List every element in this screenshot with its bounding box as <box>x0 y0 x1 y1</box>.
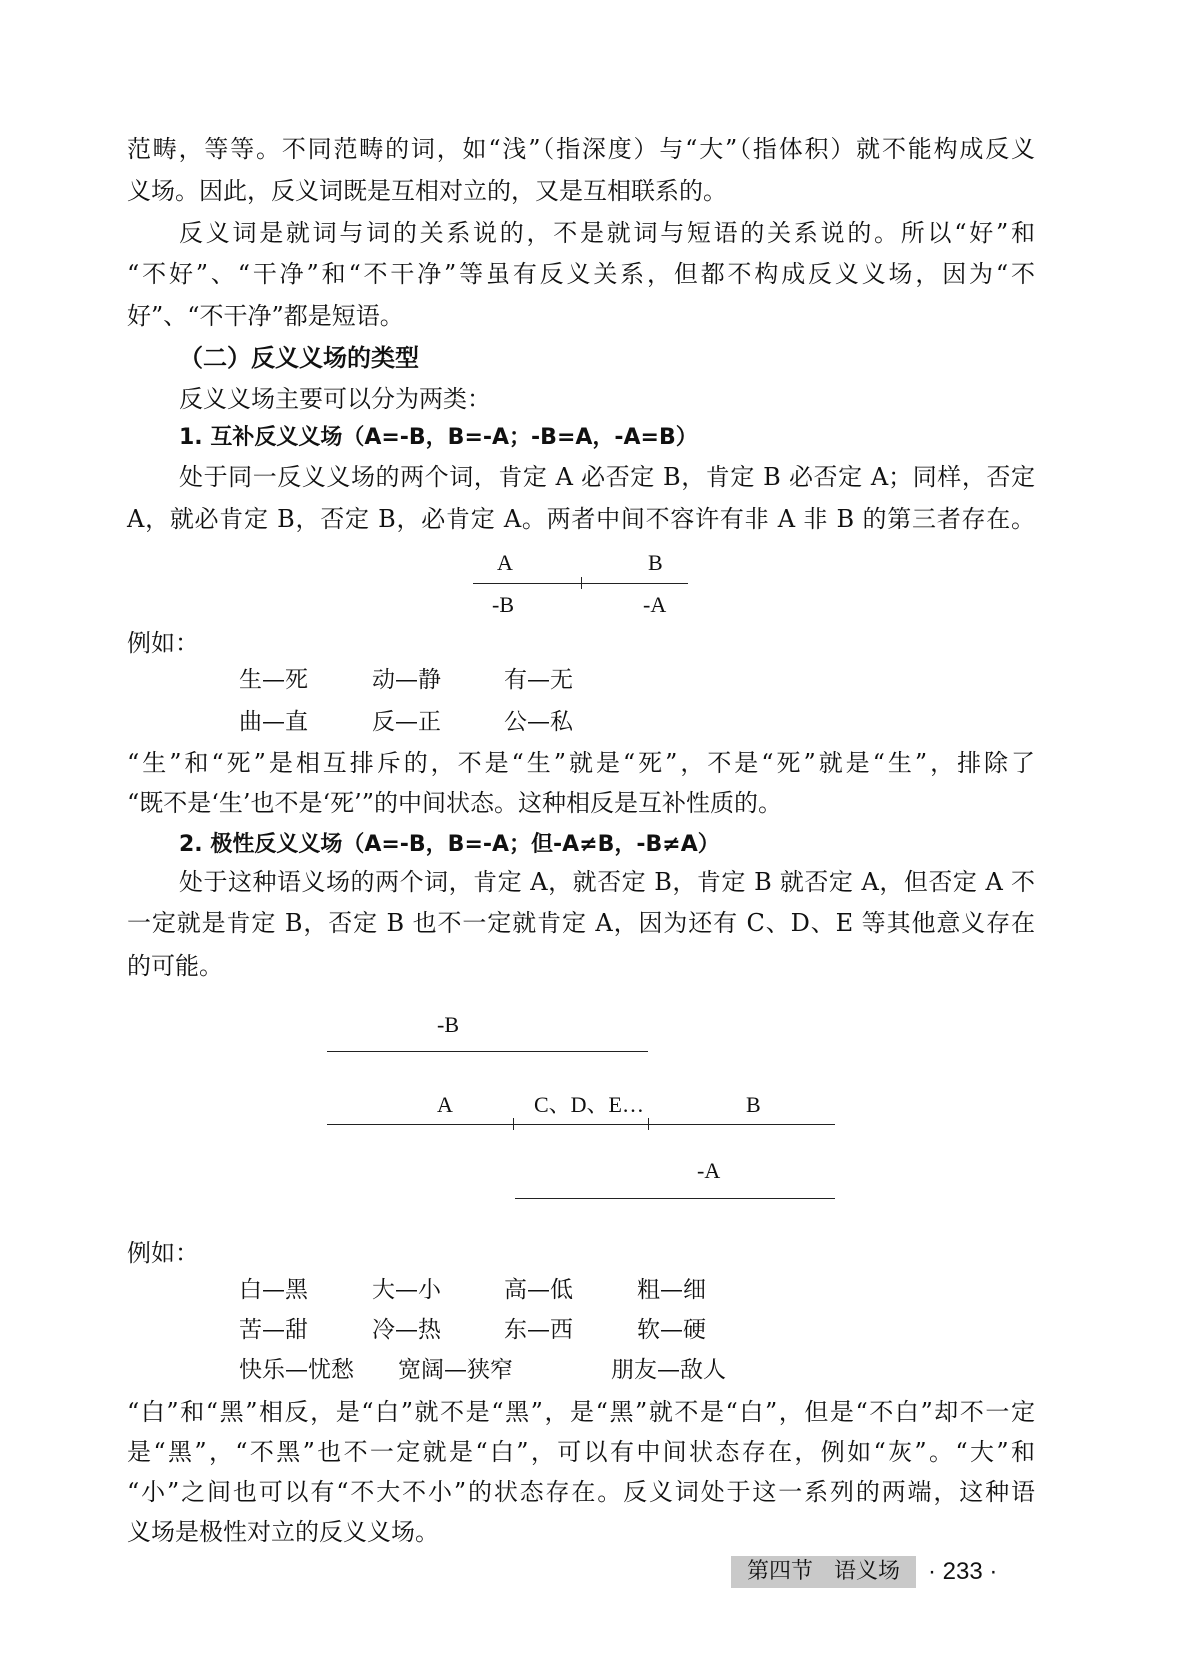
paragraph-line: A，就必肯定 B，否定 B，必肯定 A。两者中间不容许有非 A 非 B 的第三者存在。 <box>127 505 1035 533</box>
example-pair: 反—正 <box>372 709 441 735</box>
diagram-label-neg-a: -A <box>643 592 667 617</box>
paragraph-line: 一定就是肯定 B，否定 B 也不一定就肯定 A，因为还有 C、D、E 等其他意义存在 <box>127 909 1035 937</box>
example-pair: 东—西 <box>504 1317 573 1343</box>
example-pair: 软—硬 <box>637 1317 706 1343</box>
example-pair: 冷—热 <box>372 1317 441 1343</box>
paragraph-line: 处于同一反义义场的两个词，肯定 A 必否定 B，肯定 B 必否定 A；同样，否定 <box>179 463 1035 491</box>
intro-line: 反义义场主要可以分为两类： <box>179 385 491 413</box>
example-pair: 高—低 <box>504 1277 573 1303</box>
paragraph-line: “生”和“死”是相互排斥的，不是“生”就是“死”，不是“死”就是“生”，排除了 <box>127 749 1035 777</box>
example-pair: 苦—甜 <box>239 1317 308 1343</box>
diagram-label-neg-b: -B <box>437 1012 459 1037</box>
diagram-label-a: A <box>497 550 513 575</box>
paragraph-line: “既不是‘生’也不是‘死’”的中间状态。这种相反是互补性质的。 <box>127 789 783 817</box>
diagram-label-neg-a: -A <box>697 1158 721 1183</box>
diagram-line <box>327 1051 648 1052</box>
example-pair: 有—无 <box>504 667 573 693</box>
diagram-line <box>327 1124 835 1125</box>
example-label: 例如： <box>127 1239 199 1267</box>
diagram-label-neg-b: -B <box>492 592 514 617</box>
example-pair: 白—黑 <box>239 1277 308 1303</box>
paragraph-line: 的可能。 <box>127 952 223 980</box>
paragraph-line: 义场。因此，反义词既是互相对立的，又是互相联系的。 <box>127 177 727 205</box>
type1-heading: 1. 互补反义义场（A=-B，B=-A；-B=A，-A=B） <box>179 425 698 450</box>
diagram-label-b: B <box>746 1092 761 1117</box>
paragraph-line: “不好”、“干净”和“不干净”等虽有反义关系，但都不构成反义义场，因为“不 <box>127 260 1035 288</box>
paragraph-line: 处于这种语义场的两个词，肯定 A，就否定 B，肯定 B 就否定 A，但否定 A 不 <box>179 868 1035 896</box>
example-pair: 粗—细 <box>637 1277 706 1303</box>
diagram-label-b: B <box>648 550 663 575</box>
diagram-label-a: A <box>437 1092 453 1117</box>
footer-section-title: 第四节 语义场 <box>731 1556 916 1588</box>
diagram-tick <box>581 577 582 589</box>
example-pair: 宽阔—狭窄 <box>398 1357 513 1383</box>
paragraph-line: 范畴，等等。不同范畴的词，如“浅”（指深度）与“大”（指体积）就不能构成反义 <box>127 135 1035 163</box>
paragraph-line: “小”之间也可以有“不大不小”的状态存在。反义词处于这一系列的两端，这种语 <box>127 1478 1035 1506</box>
diagram-label-middle: C、D、E… <box>534 1092 645 1117</box>
paragraph-line: 好”、“不干净”都是短语。 <box>127 302 404 330</box>
paragraph-line: 反义词是就词与词的关系说的，不是就词与短语的关系说的。所以“好”和 <box>179 219 1035 247</box>
type2-heading: 2. 极性反义义场（A=-B，B=-A；但-A≠B，-B≠A） <box>179 832 720 857</box>
example-pair: 大—小 <box>372 1277 441 1303</box>
paragraph-line: 是“黑”，“不黑”也不一定就是“白”，可以有中间状态存在，例如“灰”。“大”和 <box>127 1438 1035 1466</box>
paragraph-line: “白”和“黑”相反，是“白”就不是“黑”，是“黑”就不是“白”，但是“不白”却不一定 <box>127 1398 1035 1426</box>
example-pair: 快乐—忧愁 <box>239 1357 354 1383</box>
example-pair: 公—私 <box>504 709 573 735</box>
example-pair: 朋友—敌人 <box>611 1357 726 1383</box>
example-pair: 生—死 <box>239 667 308 693</box>
diagram-tick <box>648 1118 649 1130</box>
paragraph-line: 义场是极性对立的反义义场。 <box>127 1518 439 1546</box>
diagram-tick <box>513 1118 514 1130</box>
section-heading: （二）反义义场的类型 <box>179 344 419 372</box>
example-pair: 动—静 <box>372 667 441 693</box>
page-number: · 233 · <box>928 1558 998 1585</box>
diagram-line <box>515 1198 835 1199</box>
example-label: 例如： <box>127 629 199 657</box>
example-pair: 曲—直 <box>239 709 308 735</box>
